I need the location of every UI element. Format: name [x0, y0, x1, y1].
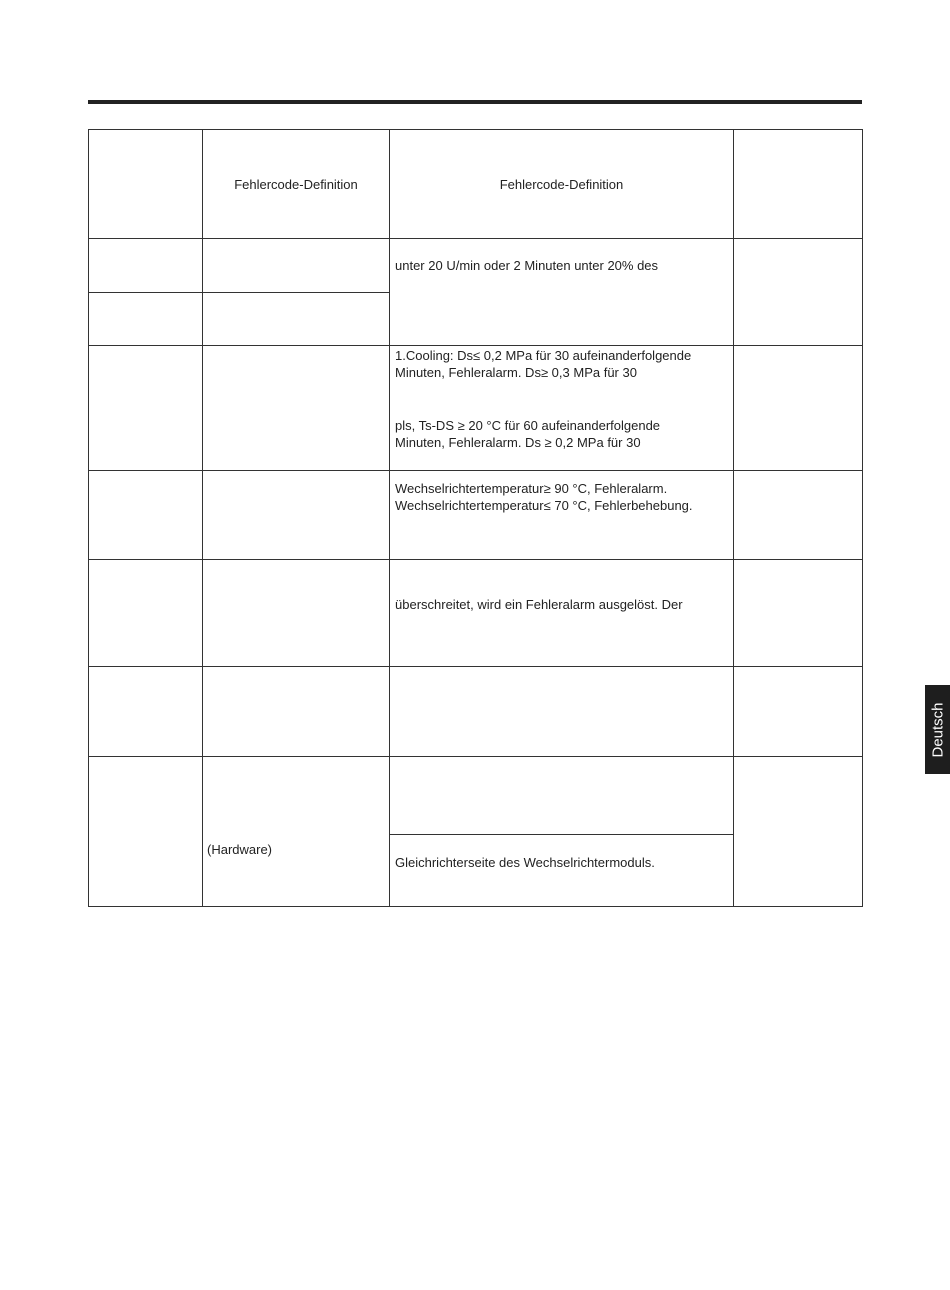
table-border-top: [88, 129, 863, 130]
table-cell-text: Wechselrichtertemperatur≥ 90 °C, Fehleralarm.: [395, 481, 668, 496]
column-divider: [733, 129, 734, 907]
column-divider: [389, 129, 390, 907]
table-cell-text: Minuten, Fehleralarm. Ds ≥ 0,2 MPa für 30: [395, 435, 641, 450]
table-cell-text: überschreitet, wird ein Fehleralarm ausgelöst. Der: [395, 597, 683, 612]
column-divider: [202, 129, 203, 907]
row-divider: [88, 238, 863, 239]
row-divider: [88, 756, 863, 757]
row-divider: [88, 666, 863, 667]
table-cell-text: pls, Ts-DS ≥ 20 °C für 60 aufeinanderfolgende: [395, 418, 661, 433]
row-divider: [88, 345, 863, 346]
table-cell-text: Minuten, Fehleralarm. Ds≥ 0,3 MPa für 30: [395, 365, 637, 380]
header-col2-label: Fehlercode-Definition: [234, 177, 358, 192]
table-border-bottom: [88, 906, 863, 907]
table-border-right: [862, 129, 863, 907]
row-divider: [88, 470, 863, 471]
table-cell-text: (Hardware): [207, 842, 273, 857]
language-tab: [925, 685, 950, 774]
header-rule: [88, 100, 862, 104]
header-col3-label: Fehlercode-Definition: [499, 177, 624, 192]
table-cell-text: 1.Cooling: Ds≤ 0,2 MPa für 30 aufeinanderfolgende: [395, 348, 692, 363]
row-divider: [88, 292, 389, 293]
table-border-left: [88, 129, 89, 907]
row-divider: [88, 559, 863, 560]
table-cell-text: Wechselrichtertemperatur≤ 70 °C, Fehlerbehebung.: [395, 498, 693, 513]
row-divider: [389, 834, 734, 835]
language-tab-label: Deutsch: [929, 701, 946, 758]
table-cell-text: unter 20 U/min oder 2 Minuten unter 20% des: [395, 258, 659, 273]
table-cell-text: Gleichrichterseite des Wechselrichtermoduls.: [395, 855, 655, 870]
